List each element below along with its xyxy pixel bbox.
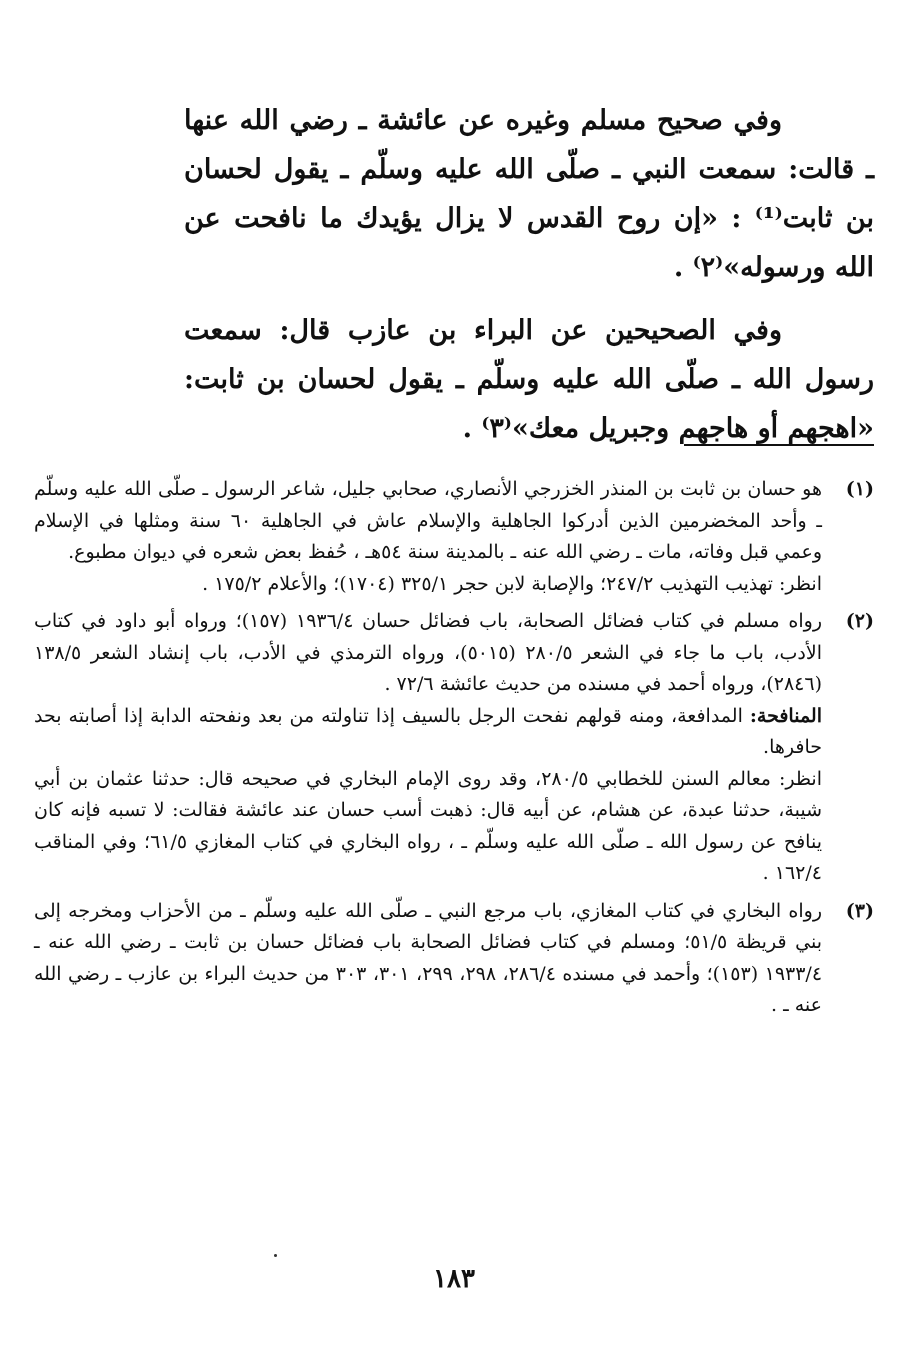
page-number: ١٨٣	[433, 1264, 475, 1294]
scan-speck	[274, 1254, 277, 1257]
footnote-separator	[684, 444, 874, 446]
footnotes	[34, 474, 874, 1028]
footnote-body	[34, 474, 822, 600]
footnote-number: (٢)	[845, 610, 874, 632]
footnote-2	[34, 606, 874, 890]
main-paragraph-text: وفي الصحيحين عن البراء بن عازب قال: سمعت رسول الله ـ صلّى الله عليه وسلّم ـ يقول لحسان بن ثابت: «اهجهم أو هاجهم وجبريل معك»⁽٣⁾ .	[184, 315, 874, 444]
footnote-1	[34, 474, 874, 600]
main-paragraph-text: وفي صحيح مسلم وغيره عن عائشة ـ رضي الله عنها ـ قالت: سمعت النبي ـ صلّى الله عليه وسلّم ـ يقول لحسان بن ثابت⁽¹⁾ : «إن روح القدس لا يزال يؤيدك ما نافحت عن الله ورسوله»⁽٢⁾ .	[184, 105, 874, 283]
footnote-body	[34, 606, 822, 890]
footnote-paragraph: انظر: تهذيب التهذيب ٢٤٧/٢؛ والإصابة لابن حجر ٣٢٥/١ (١٧٠٤)؛ والأعلام ١٧٥/٢ .	[202, 572, 822, 595]
footnote-definition	[34, 701, 822, 764]
definition-term: المنافحة:	[749, 704, 822, 727]
footnote-paragraph: رواه البخاري في كتاب المغازي، باب مرجع النبي ـ صلّى الله عليه وسلّم ـ من الأحزاب ومخرجه إلى بني قريظة ٥١/٥؛ ومسلم في كتاب فضائل الصحابة باب فضائل حسان بن ثابت ـ رضي الله عنه ـ ١٩٣٣/٤ (١٥٣)؛ وأحمد في مسنده ٢٨٦/٤، ٢٩٨، ٢٩٩، ٣٠١، ٣٠٣ من حديث البراء بن عازب ـ رضي الله عنه ـ .	[34, 899, 823, 1016]
footnote-body	[34, 896, 822, 1022]
main-paragraph	[184, 306, 874, 453]
footnote-3	[34, 896, 874, 1022]
footnote-paragraph: رواه مسلم في كتاب فضائل الصحابة، باب فضائل حسان ١٩٣٦/٤ (١٥٧)؛ ورواه أبو داود في كتاب الأدب، باب ما جاء في الشعر ٢٨٠/٥ (٥٠١٥)، ورواه الترمذي في الأدب، باب إنشاد الشعر ١٣٨/٥ (٢٨٤٦)، ورواه أحمد في مسنده من حديث عائشة ٧٢/٦ .	[34, 610, 823, 695]
main-text	[184, 96, 874, 467]
definition-text: المدافعة، ومنه قولهم نفحت الرجل بالسيف إذا تناولته من بعد ونفحته الدابة إذا أصابته بحد حافرها.	[34, 704, 822, 758]
footnote-number: (٣)	[845, 899, 874, 922]
main-paragraph	[184, 96, 874, 292]
footnote-paragraph: هو حسان بن ثابت بن المنذر الخزرجي الأنصاري، صحابي جليل، شاعر الرسول ـ صلّى الله عليه وسلّم ـ وأحد المخضرمين الذين أدركوا الجاهلية والإسلام عاش في الجاهلية ٦٠ سنة ومثلها في الإسلام وعمي قبل وفاته، مات ـ رضي الله عنه ـ بالمدينة سنة ٥٤هـ ، حُفظ بعض شعره في ديوان مطبوع.	[34, 478, 822, 563]
footnote-number: (١)	[845, 478, 874, 500]
footnote-paragraph: انظر: معالم السنن للخطابي ٢٨٠/٥، وقد روى الإمام البخاري في صحيحه قال: حدثنا عثمان بن أبي شيبة، حدثنا عبدة، عن هشام، عن أبيه قال: ذهبت أسب حسان عند عائشة فقالت: لا تسبه فإنه كان ينافح عن رسول الله ـ صلّى الله عليه وسلّم ـ ، رواه البخاري في كتاب المغازي ٦١/٥؛ وفي المناقب ١٦٢/٤ .	[34, 767, 823, 884]
